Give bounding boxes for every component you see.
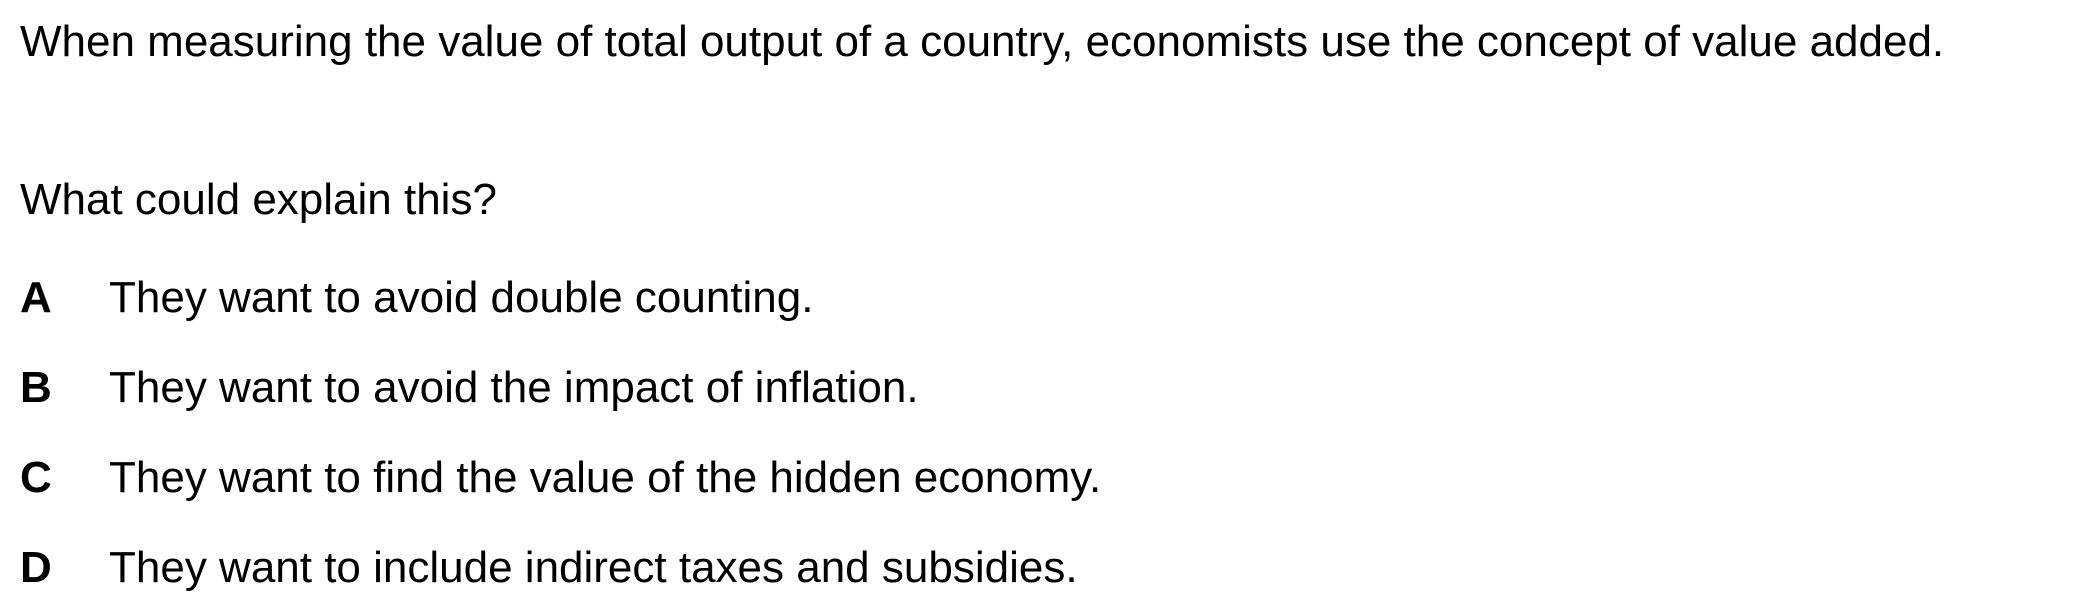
question-prompt: What could explain this? [20,175,497,224]
option-text: They want to avoid the impact of inflation. [109,363,919,412]
option-letter: B [20,363,52,412]
option-text: They want to include indirect taxes and subsidies. [109,543,1078,592]
option-text: They want to find the value of the hidden economy. [109,453,1102,502]
option-text: They want to avoid double counting. [109,273,814,322]
option-letter: A [20,273,52,322]
question-stem: When measuring the value of total output of a country, economists use the concept of value added. [20,17,1945,66]
option-letter: C [20,453,52,502]
option-letter: D [20,543,52,592]
